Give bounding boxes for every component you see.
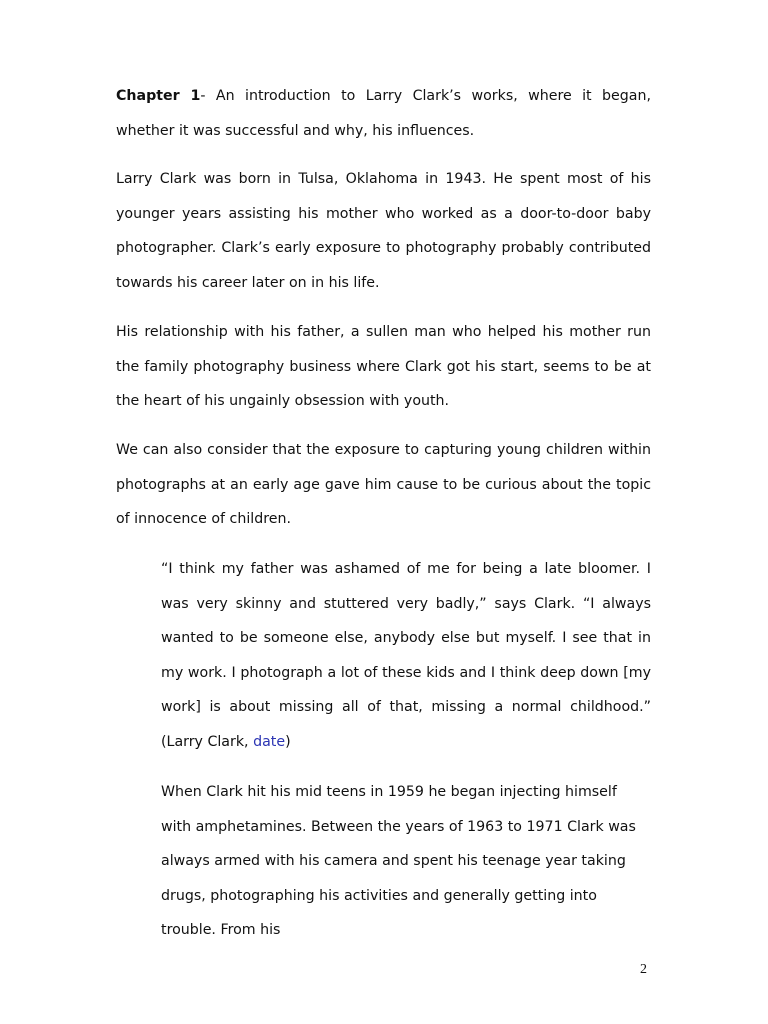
page-number: 2 xyxy=(640,962,647,977)
body-paragraph-father: His relationship with his father, a sullen man who helped his mother run the family photography business where Clark got his start, seems to be at the heart of his ungainly obsession with youth. xyxy=(116,324,651,410)
chapter-heading-paragraph xyxy=(116,79,651,148)
quote-close-paren: ) xyxy=(285,733,291,750)
citation-date-link[interactable]: date xyxy=(253,733,286,750)
chapter-intro-text: - An introduction to Larry Clark’s works, where it began, whether it was successful and why, his influences. xyxy=(116,88,651,139)
quote-text: “I think my father was ashamed of me for being a late bloomer. I was very skinny and stuttered very badly,” says Clark. “I always wanted to be someone else, anybody else but myself. I see that in my work. I photograph a lot of these kids and I think deep down [my work] is about missing all of that, missing a normal childhood.” (Larry Clark, xyxy=(161,561,651,750)
body-paragraph-amphetamines: When Clark hit his mid teens in 1959 he began injecting himself with amphetamines. Between the years of 1963 to 1971 Clark was always armed with his camera and spent his teenage year taking drugs, photographing his activities and generally getting into trouble. From his xyxy=(161,784,636,939)
block-quote xyxy=(161,552,651,760)
body-paragraph-innocence: We can also consider that the exposure to capturing young children within photographs at an early age gave him cause to be curious about the topic of innocence of children. xyxy=(116,442,651,528)
chapter-label: Chapter 1 xyxy=(116,88,201,104)
body-paragraph-birth: Larry Clark was born in Tulsa, Oklahoma in 1943. He spent most of his younger years assisting his mother who worked as a door-to-door baby photographer. Clark’s early exposure to photography probably contributed towards his career later on in his life. xyxy=(116,171,651,291)
